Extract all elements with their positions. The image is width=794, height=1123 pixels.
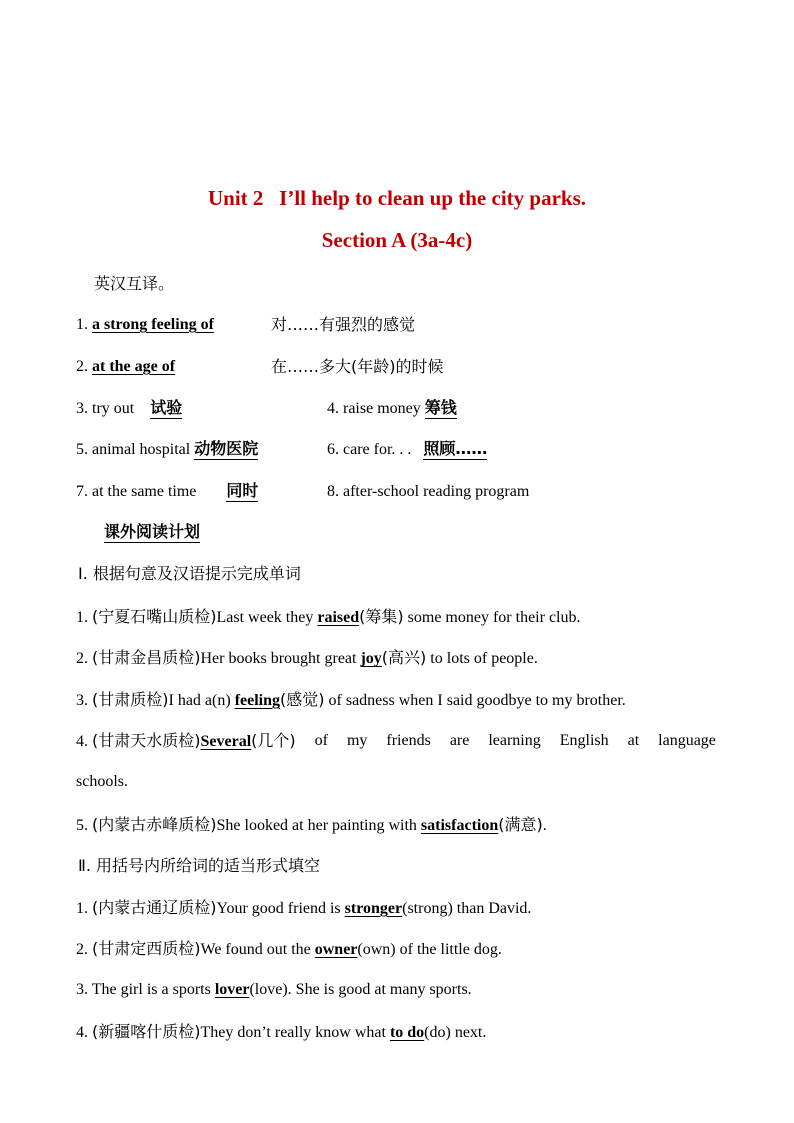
list-item-continuation: schools.	[76, 773, 128, 790]
section-heading-1: Ⅰ. 根据句意及汉语提示完成单词	[78, 564, 301, 583]
list-item: 课外阅读计划	[104, 522, 201, 541]
list-item: 2. (甘肃金昌质检)Her books brought great joy(高兴) to lots of people.	[76, 648, 538, 667]
list-item: 8. after-school reading program	[327, 483, 530, 500]
unit-title: Unit 2 I’ll help to clean up the city parks.	[207, 186, 587, 210]
list-item: 3. try out 试验	[76, 398, 183, 417]
list-item: 4. raise money 筹钱	[327, 398, 457, 417]
list-item: 4. (新疆喀什质检)They don’t really know what to do(do) next.	[76, 1022, 487, 1041]
list-item: 7. at the same time 同时	[76, 481, 259, 500]
section-heading-2: Ⅱ. 用括号内所给词的适当形式填空	[78, 856, 321, 875]
list-item: 5. animal hospital 动物医院	[76, 439, 259, 458]
section-title: Section A (3a-4c)	[321, 228, 473, 252]
list-item: 5. (内蒙古赤峰质检)She looked at her painting with satisfaction(满意).	[76, 815, 547, 834]
list-item: 4. (甘肃天水质检)Several(几个) of my friends are learning English at language	[76, 731, 716, 750]
list-item: 6. care for. . . 照顾……	[327, 439, 488, 458]
list-item: 3. The girl is a sports lover(love). She is good at many sports.	[76, 981, 472, 998]
list-item: 2. (甘肃定西质检)We found out the owner(own) of the little dog.	[76, 939, 502, 958]
list-item: 1. (内蒙古通辽质检)Your good friend is stronger(strong) than David.	[76, 898, 532, 917]
list-item: 2. at the age of 在……多大(年龄)的时候	[76, 357, 444, 376]
list-item: 1. a strong feeling of 对……有强烈的感觉	[76, 315, 416, 334]
instruction-translate: 英汉互译。	[94, 274, 175, 293]
list-item: 1. (宁夏石嘴山质检)Last week they raised(筹集) some money for their club.	[76, 607, 581, 626]
list-item: 3. (甘肃质检)I had a(n) feeling(感觉) of sadness when I said goodbye to my brother.	[76, 690, 626, 709]
